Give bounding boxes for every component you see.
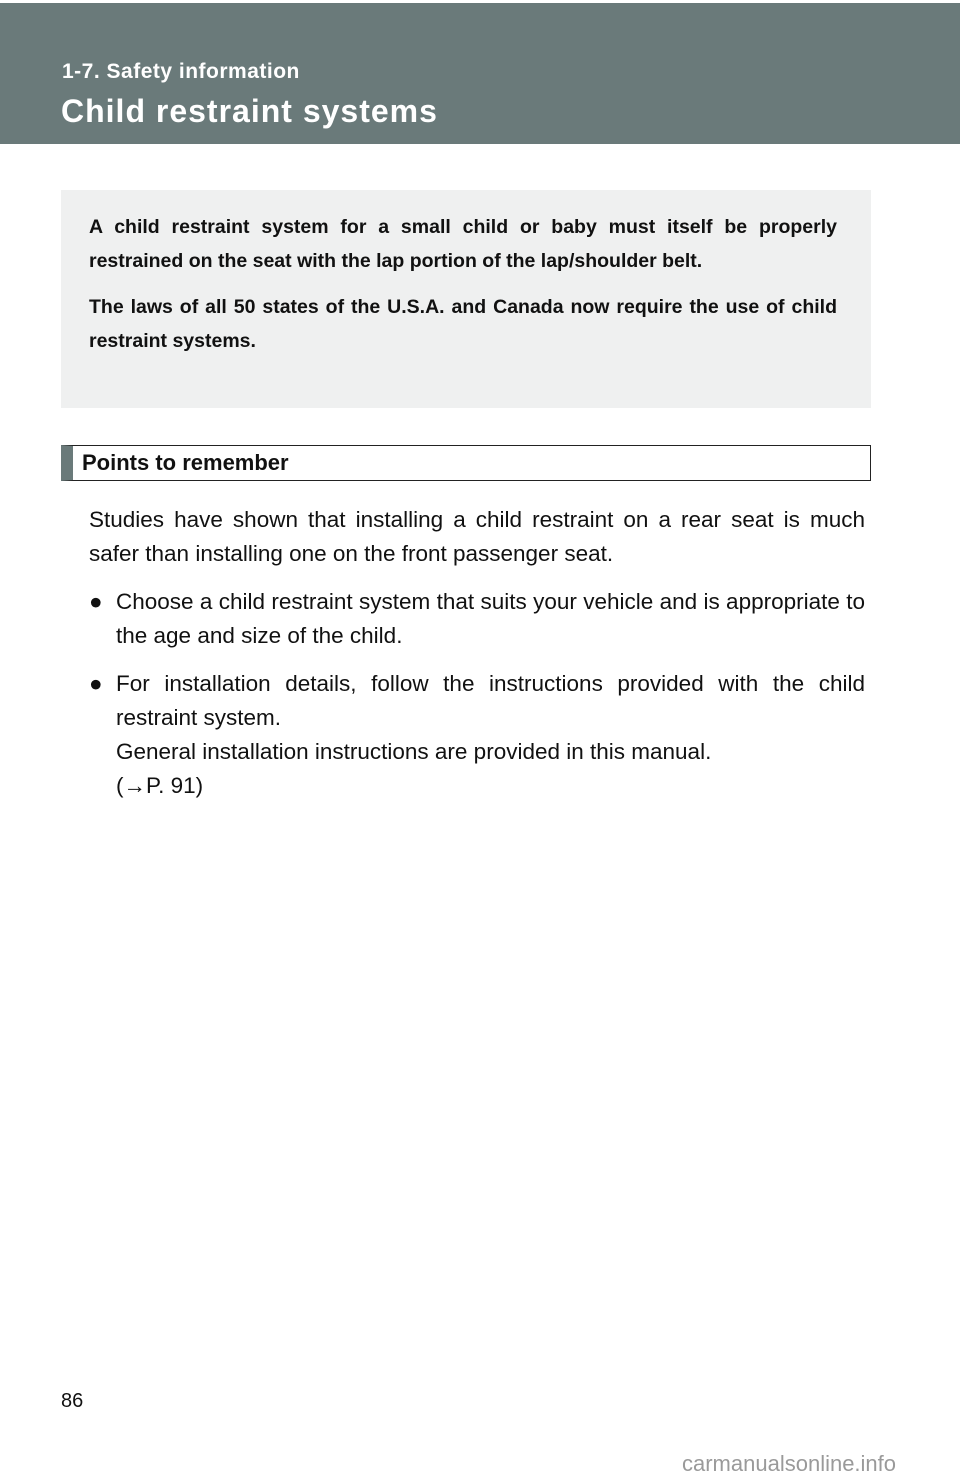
points-body [89, 503, 865, 817]
watermark: carmanualsonline.info [682, 1451, 897, 1476]
page-reference-link[interactable]: (→P. 91) [116, 773, 204, 798]
bullet-text: For installation details, follow the instructions provided with the child restraint system. [116, 671, 865, 730]
bullet-icon: ● [89, 671, 103, 696]
points-heading: Points to remember [61, 445, 871, 481]
section-label: 1-7. Safety information [62, 60, 300, 83]
points-paragraph: Studies have shown that installing a child restraint on a rear seat is much safer than installing one on the front passenger seat. [89, 507, 865, 566]
bullet-text: Choose a child restraint system that suits your vehicle and is appropriate to the age and size of the child. [116, 589, 865, 648]
bullet-icon: ● [89, 589, 103, 614]
page-number: 86 [61, 1390, 84, 1412]
intro-box [61, 190, 871, 408]
page-title: Child restraint systems [61, 93, 438, 129]
intro-paragraph: A child restraint system for a small child or baby must itself be properly restrained on the seat with the lap portion of the lap/shoulder belt. [89, 216, 837, 272]
list-item [89, 585, 865, 653]
bullet-extra: General installation instructions are provided in this manual. [116, 739, 712, 764]
intro-paragraph: The laws of all 50 states of the U.S.A. and Canada now require the use of child restraint systems. [89, 296, 837, 352]
list-item [89, 667, 865, 803]
